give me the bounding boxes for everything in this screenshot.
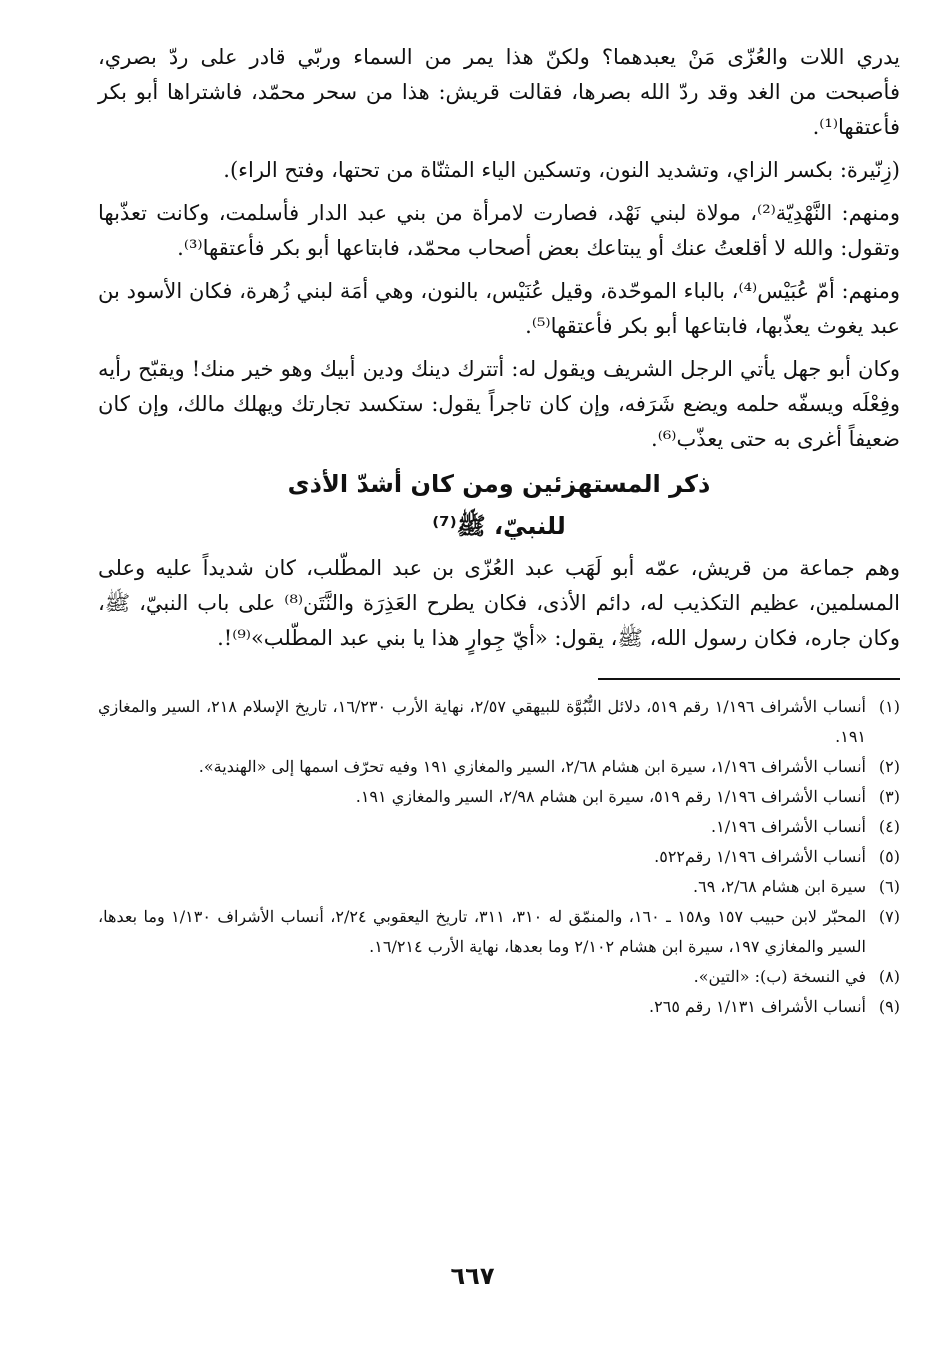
footnote-text: أنساب الأشراف ١/١٩٦ رقم ٥١٩، سيرة ابن هشام ٢/٩٨، السير والمغازي ١٩١. (355, 787, 866, 806)
footnote-number: (٨) (878, 967, 900, 986)
footnote-text: أنساب الأشراف ١/١٩٦. (711, 817, 866, 836)
section-heading-line-2: للنبيّ، ﷺ⁽⁷⁾ (432, 512, 566, 540)
paragraph-5: وكان أبو جهل يأتي الرجل الشريف ويقول له: أتترك دينك ودين أبيك وهو خير منك! ويقبّح رأيه وفِعْلَه ويسفّه حلمه ويضع شَرَفه، وإن كان تاجراً يقول: ستكسد تجارتك ويهلك مالك، وإن كان ضعيفاً أغرى به حتى يعذّب⁽⁶⁾. (98, 357, 900, 451)
footnote-number: (٧) (878, 907, 900, 926)
footnote-number: (٦) (878, 877, 900, 896)
footnote-number: (٥) (878, 847, 900, 866)
footnote-text: في النسخة (ب): «التين». (693, 967, 866, 986)
paragraph-3: ومنهم: النَّهْدِيّة⁽²⁾، مولاة لبني نَهْد، فصارت لامرأة من بني عبد الدار فأسلمت، وكانت تعذّبها وتقول: والله لا أقلعتُ عنك أو يبتاعك بعض أصحاب محمّد، فابتاعها أبو بكر فأعتقها⁽³⁾. (98, 201, 900, 260)
footnote-item (98, 902, 900, 962)
footnote-separator (598, 678, 900, 680)
footnote-separator-wrap (98, 666, 900, 680)
book-page (98, 40, 900, 1022)
footnote-item (98, 992, 900, 1022)
page-number: ٦٦٧ (450, 1262, 495, 1290)
footnote-item (98, 842, 900, 872)
footnote-number: (٩) (878, 997, 900, 1016)
footnote-text: أنساب الأشراف ١/١٩٦ رقم٥٢٢. (654, 847, 866, 866)
footnote-item (98, 782, 900, 812)
paragraph-6: وهم جماعة من قريش، عمّه أبو لَهَب عبد العُزّى بن عبد المطّلب، كان شديداً عليه وعلى المسلمين، عظيم التكذيب له، دائم الأذى، فكان يطرح العَذِرَة والنَّتَن⁽⁸⁾ على باب النبيّ، ﷺ، وكان جاره، فكان رسول الله، ﷺ، يقول: «أيّ جِوارٍ هذا يا بني عبد المطّلب»⁽⁹⁾!. (98, 556, 900, 650)
footnote-text: المحبّر لابن حبيب ١٥٧ و١٥٨ ـ ١٦٠، والمنمّق له ٣١٠، ٣١١، تاريخ اليعقوبي ٢/٢٤، أنساب الأشراف ١/١٣٠ وما بعدها، السير والمغازي ١٩٧، سيرة ابن هشام ٢/١٠٢ وما بعدها، نهاية الأرب ١٦/٢١٤. (98, 907, 867, 956)
footnote-number: (٤) (878, 817, 900, 836)
footnote-item (98, 962, 900, 992)
footnote-item (98, 872, 900, 902)
section-heading-line-1: ذكر المستهزئين ومن كان أشدّ الأذى (287, 470, 711, 498)
paragraph-1: يدري اللات والعُزّى مَنْ يعبدهما؟ ولكنّ هذا يمر من السماء وربّي قادر على ردّ بصري، فأصبحت من الغد وقد ردّ الله بصرها، فقالت قريش: هذا من سحر محمّد، فاشتراها أبو بكر فأعتقها⁽¹⁾. (98, 45, 900, 139)
footnote-text: أنساب الأشراف ١/١٩٦، سيرة ابن هشام ٢/٦٨، السير والمغازي ١٩١ وفيه تحرّف اسمها إلى «الهندية». (198, 757, 866, 776)
paragraph-2: (زِنّيرة: بكسر الزاي، وتشديد النون، وتسكين الياء المثنّاة من تحتها، وفتح الراء). (223, 158, 900, 182)
footnote-text: أنساب الأشراف ١/١٩٦ رقم ٥١٩، دلائل النُّبُوَّة للبيهقي ٢/٥٧، نهاية الأرب ١٦/٢٣٠، تاريخ الإسلام ٢١٨، السير والمغازي ١٩١. (98, 697, 866, 746)
footnote-item (98, 752, 900, 782)
footnote-number: (٣) (878, 787, 900, 806)
footnote-item (98, 812, 900, 842)
footnote-number: (١) (878, 697, 900, 716)
footnotes (98, 692, 900, 1022)
footnote-text: أنساب الأشراف ١/١٣١ رقم ٢٦٥. (649, 997, 866, 1016)
paragraph-4: ومنهم: أمّ عُبَيْس⁽⁴⁾، بالباء الموحّدة، وقيل عُنَيْس، بالنون، وهي أمَة لبني زُهرة، فكان الأسود بن عبد يغوث يعذّبها، فابتاعها أبو بكر فأعتقها⁽⁵⁾. (98, 279, 900, 338)
footnote-text: سيرة ابن هشام ٢/٦٨، ٦٩. (693, 877, 866, 896)
footnote-number: (٢) (878, 757, 900, 776)
footnote-item (98, 692, 900, 752)
